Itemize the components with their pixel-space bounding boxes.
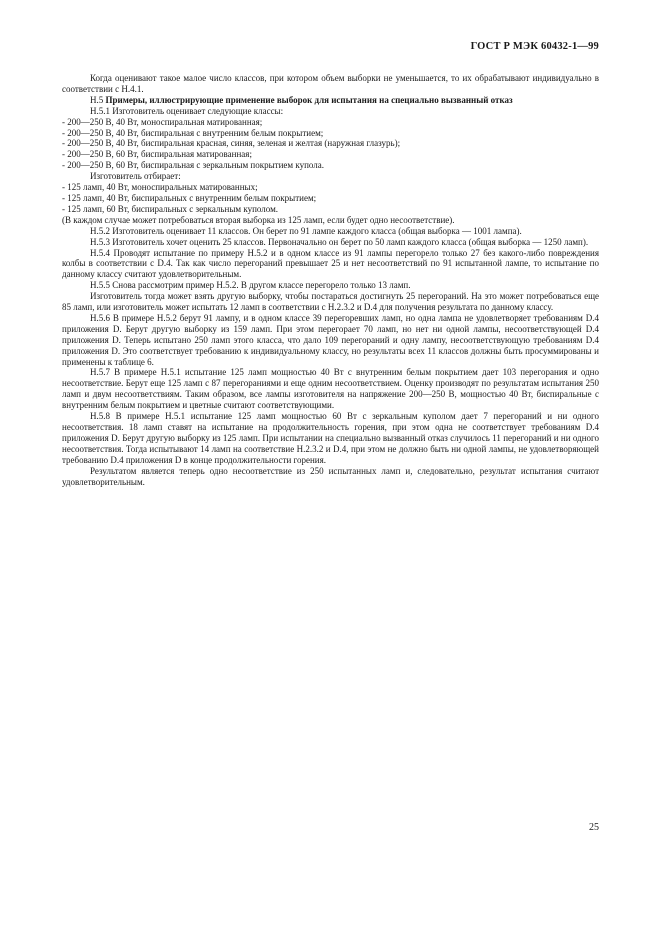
section-heading xyxy=(62,95,599,106)
list-item: - 200—250 В, 60 Вт, биспиральная матированная; xyxy=(62,149,252,160)
paragraph: Н.5.4 Проводят испытание по примеру Н.5.2 и в одном классе из 91 лампы перегорело только 27 без какого-либо повреждения колбы в соответствии с D.4. Так как число перегораний превышает 25 и нет несоответствий по 91 испытанной лампе, то испытание по данному классу считают удовлетворительным. xyxy=(62,247,599,280)
list-item: - 125 ламп, 40 Вт, моноспиральных матированных; xyxy=(62,182,258,193)
paragraph: Изготовитель тогда может взять другую выборку, чтобы постараться достигнуть 25 перегораний. На это может потребоваться еще 85 ламп, или изготовитель может испытать 12 ламп в соответствии с Н.2.3.2 и D.4 для получения результата по данному классу. xyxy=(62,291,599,313)
paragraph: Результатом является теперь одно несоответствие из 250 испытанных ламп и, следовательно, результат испытания считают удовлетворительным. xyxy=(62,465,599,487)
paragraph: Н.5.8 В примере Н.5.1 испытание 125 ламп мощностью 60 Вт с зеркальным куполом дает 7 перегораний и ни одного несоответствия. 18 ламп ставят на испытание на продолжительность горения, при этом одна не соответствует требованиям D.4 приложения D. Берут другую выборку из 125 ламп. При испытании на специально вызванный отказ случилось 11 перегораний и ни одного несоответствия. Тогда испытывают 14 ламп на соответствие Н.2.3.2 и D.4, при этом не должно быть ни одной лампы, не удовлетворяющей требованию D.4 приложения D в конце продолжительности горения. xyxy=(62,411,599,465)
paragraph: Н.5.5 Снова рассмотрим пример Н.5.2. В другом классе перегорело только 13 ламп. xyxy=(90,280,411,291)
paragraph: Изготовитель отбирает: xyxy=(90,171,181,182)
section-number: Н.5 xyxy=(90,94,106,105)
paragraph: (В каждом случае может потребоваться вторая выборка из 125 ламп, если будет одно несоответствие). xyxy=(62,214,455,225)
list-item: - 125 ламп, 60 Вт, биспиральных с зеркальным куполом. xyxy=(62,203,279,214)
paragraph: Н.5.7 В примере Н.5.1 испытание 125 ламп мощностью 40 Вт с внутренним белым покрытием дает 103 перегорания и одно несоответствие. Берут еще 125 ламп с 87 перегораниями и еще одним несоответствием. Оценку производят по результатам испытания 250 ламп и двум несоответствиям. Таким образом, все лампы изготовителя на напряжение 200—250 В, мощностью 40 Вт, биспиральные с внутренним белым покрытием и цветные считают соответствующими. xyxy=(62,367,599,411)
paragraph: Н.5.2 Изготовитель оценивает 11 классов. Он берет по 91 лампе каждого класса (общая выборка — 1001 лампа). xyxy=(90,225,522,236)
paragraph: Н.5.1 Изготовитель оценивает следующие классы: xyxy=(90,105,284,116)
list-item: - 125 ламп, 40 Вт, биспиральных с внутренним белым покрытием; xyxy=(62,192,317,203)
list-item: - 200—250 В, 40 Вт, моноспиральная матированная; xyxy=(62,116,263,127)
list-item: - 200—250 В, 60 Вт, биспиральная с зеркальным покрытием купола. xyxy=(62,160,325,171)
standard-header: ГОСТ Р МЭК 60432-1—99 xyxy=(470,41,599,52)
paragraph: Н.5.3 Изготовитель хочет оценить 25 классов. Первоначально он берет по 50 ламп каждого класса (общая выборка — 1250 ламп). xyxy=(90,236,589,247)
page-number: 25 xyxy=(589,822,599,833)
document-body xyxy=(62,73,599,487)
section-title: Примеры, иллюстрирующие применение выборок для испытания на специально вызванный отказ xyxy=(105,94,513,105)
list-item: - 200—250 В, 40 Вт, биспиральная с внутренним белым покрытием; xyxy=(62,127,324,138)
list-item: - 200—250 В, 40 Вт, биспиральная красная, синяя, зеленая и желтая (наружная глазурь); xyxy=(62,138,401,149)
paragraph: Н.5.6 В примере Н.5.2 берут 91 лампу, и в одном классе 39 перегоревших ламп, но одна лампа не удовлетворяет требованиям D.4 приложения D. Берут другую выборку из 159 ламп. При этом перегорает 70 ламп, но нет ни одной лампы, несоответствующей D.4 приложения D. Теперь испытано 250 ламп этого класса, что дало 109 перегораний и одну лампу, несоответствующую требованиям D.4 приложения D. Это соответствует требованию к индивидуальному классу, но результаты всех 11 классов должны быть просуммированы и применены к таблице 6. xyxy=(62,312,599,367)
paragraph: Когда оценивают такое малое число классов, при котором объем выборки не уменьшается, то их обрабатывают индивидуально в соответствии с Н.4.1. xyxy=(62,73,599,94)
